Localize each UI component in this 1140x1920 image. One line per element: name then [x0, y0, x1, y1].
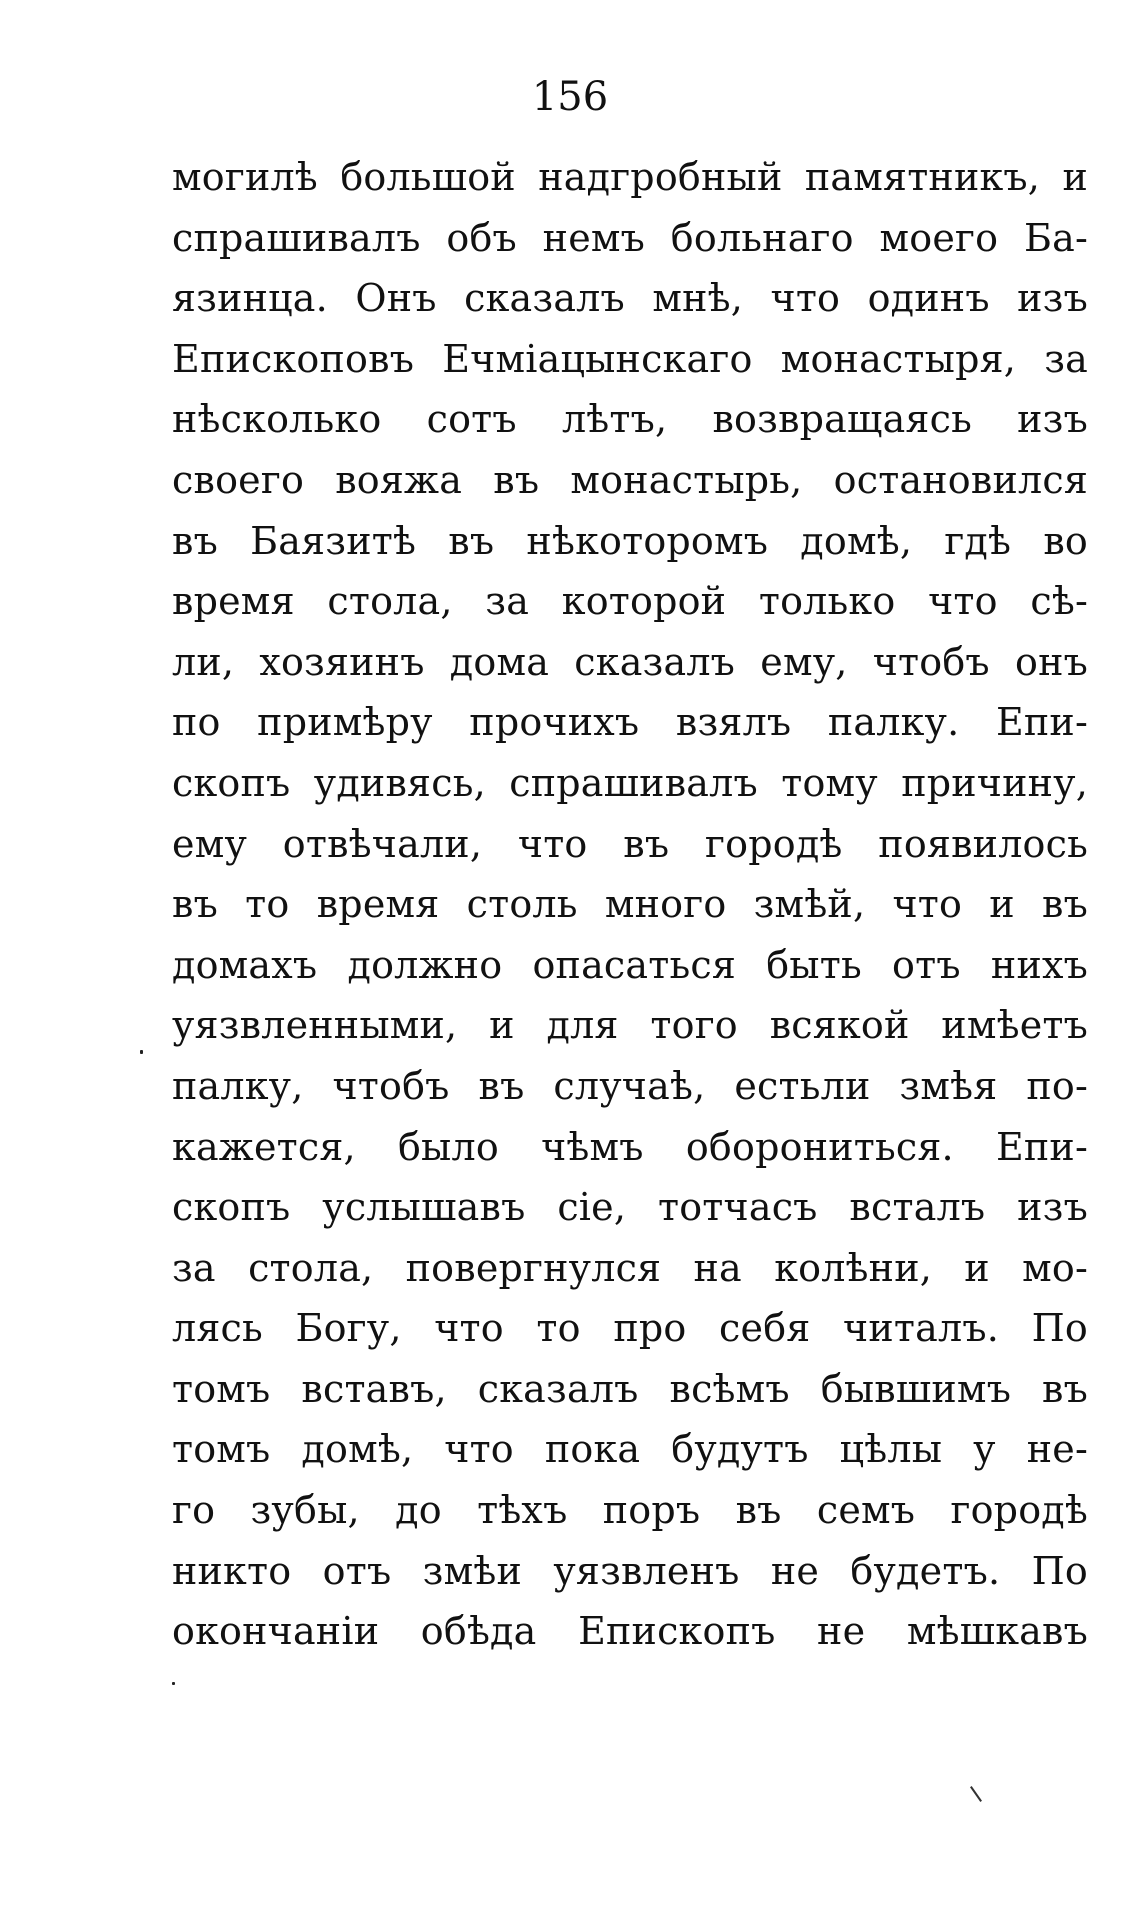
text-line: окончаніи обѣда Епископъ не мѣшкавъ [172, 1609, 1088, 1654]
text-line: своего вояжа въ монастырь, остановился [172, 457, 1088, 502]
text-line: могилѣ большой надгробный памятникъ, и [172, 155, 1088, 199]
text-line: ли, хозяинъ дома сказалъ ему, чтобъ онъ [172, 639, 1088, 684]
text-line: скопъ удивясь, спрашивалъ тому причину, [172, 760, 1088, 805]
body-text [172, 147, 1088, 1662]
text-line: кажется, было чѣмъ оборониться. Епи- [172, 1124, 1088, 1169]
text-line: скопъ услышавъ сіе, тотчасъ всталъ изъ [172, 1185, 1088, 1230]
page-number: 156 [531, 74, 609, 120]
text-line: уязвленными, и для того всякой имѣетъ [172, 1003, 1088, 1048]
text-line: спрашивалъ объ немъ больнаго моего Ба- [172, 215, 1088, 260]
print-speck [970, 1786, 982, 1802]
text-line: никто отъ змѣи уязвленъ не будетъ. По [172, 1548, 1088, 1593]
text-line: домахъ должно опасаться быть отъ нихъ [172, 942, 1088, 987]
text-line: въ Баязитѣ въ нѣкоторомъ домѣ, гдѣ во [172, 518, 1088, 563]
text-line: томъ вставъ, сказалъ всѣмъ бывшимъ въ [172, 1366, 1088, 1411]
text-line: время стола, за которой только что сѣ- [172, 579, 1088, 624]
text-line: язинца. Онъ сказалъ мнѣ, что одинъ изъ [172, 276, 1088, 321]
text-line: ему отвѣчали, что въ городѣ появилось [172, 821, 1088, 866]
text-line: томъ домѣ, что пока будутъ цѣлы у не- [172, 1427, 1088, 1472]
text-line: въ то время столь много змѣй, что и въ [172, 882, 1088, 927]
print-speck [172, 1682, 175, 1685]
text-line: лясь Богу, что то про себя читалъ. По [172, 1306, 1088, 1351]
text-line: палку, чтобъ въ случаѣ, естьли змѣя по- [172, 1063, 1088, 1108]
text-line: го зубы, до тѣхъ поръ въ семъ городѣ [172, 1488, 1088, 1533]
text-line: Епископовъ Ечміацынскаго монастыря, за [172, 336, 1088, 381]
print-speck [140, 1050, 143, 1054]
text-line: нѣсколько сотъ лѣтъ, возвращаясь изъ [172, 397, 1088, 442]
text-line: за стола, повергнулся на колѣни, и мо- [172, 1245, 1088, 1290]
text-line: по примѣру прочихъ взялъ палку. Епи- [172, 700, 1088, 745]
